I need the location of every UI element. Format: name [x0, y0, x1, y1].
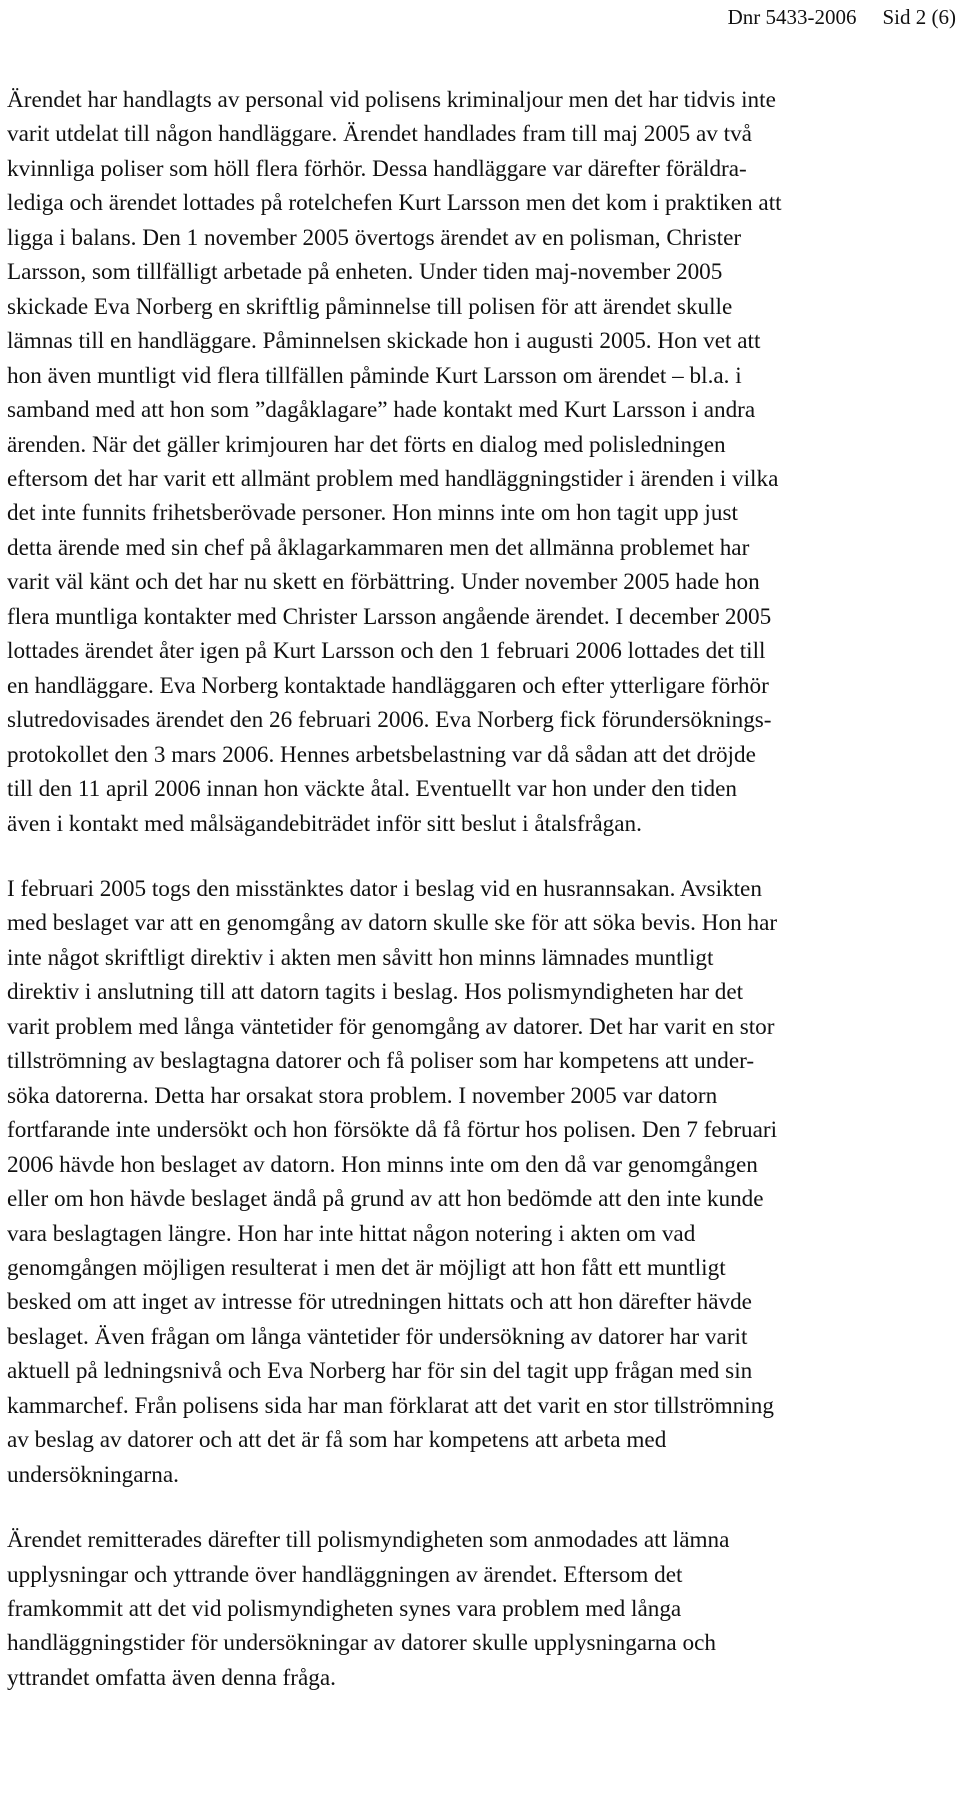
document-body [7, 83, 951, 1695]
paragraph [7, 83, 951, 841]
text-line: varit problem med långa väntetider för genomgång av datorer. Det har varit en stor [7, 1013, 775, 1040]
text-line: eller om hon hävde beslaget ändå på grund av att hon bedömde att den inte kunde [7, 1186, 764, 1213]
text-line: slutredovisades ärendet den 26 februari 2006. Eva Norberg fick förundersöknings- [7, 707, 772, 734]
text-line: besked om att inget av intresse för utredningen hittats och att hon därefter hävde [7, 1289, 752, 1316]
text-line: Ärendet har handlagts av personal vid polisens kriminaljour men det har tidvis inte [7, 87, 776, 113]
text-line: det inte funnits frihetsberövade personer. Hon minns inte om hon tagit upp just [7, 500, 738, 527]
text-line: varit utdelat till någon handläggare. Ärendet handlades fram till maj 2005 av två [7, 121, 752, 148]
text-line: flera muntliga kontakter med Christer Larsson angående ärendet. I december 2005 [7, 603, 772, 630]
text-line: 2006 hävde hon beslaget av datorn. Hon minns inte om den då var genomgången [7, 1151, 758, 1178]
text-line: I februari 2005 togs den misstänktes dator i beslag vid en husrannsakan. Avsikten [7, 875, 762, 902]
text-line: handläggningstider för undersökningar av datorer skulle upplysningarna och [7, 1630, 716, 1657]
document-number: Dnr 5433-2006 [727, 5, 857, 29]
paragraph-spacer [7, 841, 951, 872]
text-line: undersökningarna. [7, 1461, 179, 1488]
text-line: framkommit att det vid polismyndigheten synes vara problem med långa [7, 1596, 682, 1623]
text-line: varit väl känt och det har nu skett en förbättring. Under november 2005 hade hon [7, 569, 760, 596]
text-line: yttrandet omfatta även denna fråga. [7, 1664, 336, 1691]
text-line: fortfarande inte undersökt och hon försökte då få förtur hos polisen. Den 7 februari [7, 1117, 778, 1144]
text-line: aktuell på ledningsnivå och Eva Norberg har för sin del tagit upp frågan med sin [7, 1358, 753, 1385]
text-line: direktiv i anslutning till att datorn tagits i beslag. Hos polismyndigheten har det [7, 979, 744, 1006]
text-line: tillströmning av beslagtagna datorer och få poliser som har kompetens att under- [7, 1048, 755, 1075]
paragraph-spacer [7, 1492, 951, 1523]
paragraph [7, 1523, 951, 1695]
text-line: samband med att hon som ”dagåklagare” hade kontakt med Kurt Larsson i andra [7, 397, 756, 424]
text-line: detta ärende med sin chef på åklagarkammaren men det allmänna problemet har [7, 534, 750, 561]
text-line: beslaget. Även frågan om långa väntetider för undersökning av datorer har varit [7, 1323, 748, 1350]
text-line: Larsson, som tillfälligt arbetade på enheten. Under tiden maj-november 2005 [7, 259, 723, 286]
text-line: upplysningar och yttrande över handläggningen av ärendet. Eftersom det [7, 1561, 683, 1588]
text-line: eftersom det har varit ett allmänt problem med handläggningstider i ärenden i vilka [7, 465, 779, 492]
page-number: Sid 2 (6) [882, 5, 956, 29]
text-line: ärenden. När det gäller krimjouren har det förts en dialog med polisledningen [7, 431, 726, 458]
text-line: protokollet den 3 mars 2006. Hennes arbetsbelastning var då sådan att det dröjde [7, 741, 756, 768]
text-line: kvinnliga poliser som höll flera förhör. Dessa handläggare var därefter föräldra- [7, 155, 747, 182]
paragraph [7, 872, 951, 1492]
text-line: även i kontakt med målsägandebiträdet inför sitt beslut i åtalsfrågan. [7, 810, 642, 837]
text-line: till den 11 april 2006 innan hon väckte åtal. Eventuellt var hon under den tiden [7, 776, 737, 803]
text-line: med beslaget var att en genomgång av datorn skulle ske för att söka bevis. Hon har [7, 910, 778, 937]
text-line: lämnas till en handläggare. Påminnelsen skickade hon i augusti 2005. Hon vet att [7, 328, 761, 355]
text-line: inte något skriftligt direktiv i akten men såvitt hon minns lämnades muntligt [7, 944, 714, 971]
text-line: kammarchef. Från polisens sida har man förklarat att det varit en stor tillströmning [7, 1392, 774, 1419]
text-line: ligga i balans. Den 1 november 2005 övertogs ärendet av en polisman, Christer [7, 224, 742, 251]
text-line: av beslag av datorer och att det är få som har kompetens att arbeta med [7, 1427, 667, 1454]
text-line: skickade Eva Norberg en skriftlig påminnelse till polisen för att ärendet skulle [7, 293, 733, 320]
text-line: vara beslagtagen längre. Hon har inte hittat någon notering i akten om vad [7, 1220, 696, 1247]
text-line: lediga och ärendet lottades på rotelchefen Kurt Larsson men det kom i praktiken att [7, 190, 782, 217]
text-line: Ärendet remitterades därefter till polismyndigheten som anmodades att lämna [7, 1527, 730, 1554]
text-line: en handläggare. Eva Norberg kontaktade handläggaren och efter ytterligare förhör [7, 672, 769, 699]
text-line: hon även muntligt vid flera tillfällen påminde Kurt Larsson om ärendet – bl.a. i [7, 362, 742, 389]
text-line: söka datorerna. Detta har orsakat stora problem. I november 2005 var datorn [7, 1082, 718, 1109]
text-line: genomgången möjligen resulterat i men det är möjligt att hon fått ett muntligt [7, 1254, 726, 1281]
page-header [728, 2, 956, 32]
text-line: lottades ärendet åter igen på Kurt Larsson och den 1 februari 2006 lottades det till [7, 638, 766, 665]
